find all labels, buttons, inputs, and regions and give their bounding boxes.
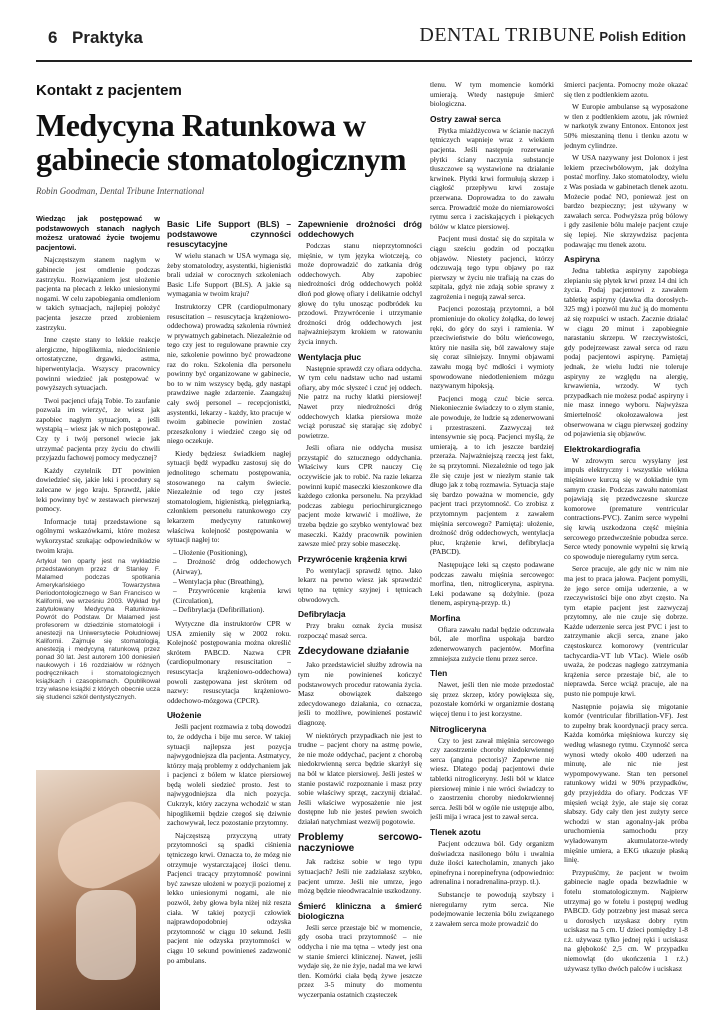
list-item: – Drożność dróg oddechowych (Airway),: [173, 557, 291, 576]
paragraph: Pacjent musi dostać się do szpitala w ciągu sześciu godzin od początku objawów. Niestety pacjenci, którzy odczuwają tego typu objawy po raz pierwszy w życiu nie trafiają na czas do szpitala, gdyż nie zdają sobie sprawy z zagrożenia i negują zawał serca.: [430, 234, 554, 301]
subheading: Wentylacja płuc: [298, 351, 362, 362]
column-2: [167, 214, 291, 1014]
masthead-title: DENTAL TRIBUNE: [419, 24, 596, 46]
header-rule: [36, 60, 692, 62]
paragraph: Kiedy będziesz świadkiem nagłej sytuacji będź wypadku zastosuj się do jednolitego schematu postępowania, stosowanego na całym świecie. Niezależnie od tego czy jesteś stomatologiem, higienistką, pielęgniarką, członkiem personelu ratunkowego czy lekarzem medycyny ratunkowej właściwa kolejność postępowania w sytuacji nagłej to:: [167, 448, 291, 545]
paragraph: Płytka miażdżycowa w ścianie naczyń tętniczych wapnieje wraz z wiekiem pacjenta. Jeśli następuje rozerwanie płytki ściany naczynia substancje tłuszczowe są wystawione na działanie krwinek. Płytki krwi formułują skrzep i ciągłość przepływu krwi zostaje przerwana. Doprowadza to do zawału serca. Prowadzić może do niemiarowości rytmu serca i zaciskających i piekących bólów w klatce piersiowej.: [430, 125, 554, 231]
paragraph: Następnie sprawdź czy ofiara oddycha. W tym celu nadstaw ucho nad ustami ofiary, aby móc słyszeć i czuć jej oddech. Nie patrz na ruchy klatki piersiowej! Nawet przy niedrożności dróg oddechowych klatka piersiowa może wciąż poruszać się starając się zdobyć powietrze.: [298, 363, 422, 440]
subheading: Aspiryna: [564, 254, 600, 265]
paragraph: tlenu. W tym momencie komórki umierają. Wtedy następuje śmierć biologiczna.: [430, 80, 554, 109]
paragraph: W Europie ambulanse są wyposażone w tlen z podtlenkiem azotu, jak również w narkotyk zwany Entonox. Entonox jest 50% mieszaniną tlenu i tlenku azotu w jednym cylindrze.: [564, 102, 688, 150]
paragraph: Podczas stanu nieprzytomności mięśnie, w tym języka wiotczeją, co może doprowadzić do zatkania dróg oddechowych. Aby zapobiec niedrożności dróg oddechowych połóż dłoń pod głowę ofiary i delikatnie odchyl głowę do tyłu unosząc podbródek ku przodowi. Przywrócenie i utrzymanie drożności dróg oddechowych jest najważniejszym krokiem w ratowaniu życia innych.: [298, 241, 422, 346]
edition-label: Polish Edition: [599, 29, 686, 44]
subheading: Ostry zawał serca: [430, 113, 501, 124]
subheading: Defibrylacja: [298, 609, 346, 620]
paragraph: śmierci pacjenta. Pomocny może okazać się tlen z podtlenkiem azotu.: [564, 80, 688, 99]
paragraph: Inne częste stany to lekkie reakcje alergiczne, hipoglikemia, niedociśnienie ortostatyczne, drgawki, astma, hiperwentylacja. Wszyscy pracownicy powinni wiedzieć jak postępować w powyższych sytuacjach.: [36, 335, 160, 393]
page-header: [36, 22, 686, 58]
paragraph: Najczęstszym stanem nagłym w gabinecie jest omdlenie podczas zastrzyku. Rozwiązaniem jest ułożenie pacjenta na plecach z lekko uniesionymi nogami. W celu zapobiegania omdleniom w takich sytuacjach, najlepiej położyć pacjenta jeszcze przed zrobieniem zastrzyku.: [36, 255, 160, 332]
photo-highlight-shape: [76, 890, 136, 980]
article-kicker: Kontakt z pacjentem: [36, 82, 182, 99]
paragraph: Twoi pacjenci ufają Tobie. To zaufanie pozwala im wierzyć, że wiesz jak zapobiec nagłym sytuacjom, a jeśli wystąpią – wiesz jak w nich postępować. Czy ty i twój personel wiecie jak utrzymać pacjenta przy życiu do chwili przyjazdu fachowej pomocy medycznej?: [36, 395, 160, 463]
list-item: – Ułożenie (Positioning),: [173, 548, 291, 558]
page-number: 6: [48, 28, 58, 47]
column-5: [564, 80, 688, 1014]
paragraph: Instruktorzy CPR (cardiopulmonary resuscitation – resuscytacja krążeniowo-oddechowa) prowadzą szkolenia również w prywatnych gabinetach. Niezależnie od tego czy jest to regulowane prawnie czy nie, szkolenie powinno być prowadzone raz do roku. Szkolenia dla personelu powinny być organizowane w gabinecie, bo to w nim wszyscy będą, gdy nastąpi prawdziwe nagłe zdarzenie. Zaangażuj cały swój personel – recepcjonistki, asystentki, lekarzy - każdy, kto pracuje w twoim gabinecie powinien zostać przeszkolony i wiedzieć czego się od niego oczekuje.: [167, 301, 291, 446]
paragraph: Substancje te powodują szybszy i nieregularny rytm serca. Nie podejmowanie leczenia bólu związanego z zawałem serca może prowadzić do: [430, 889, 554, 928]
paragraph: Pacjent odczuwa ból. Gdy organizm doświadcza nasilonego bólu i uwalnia duże ilości katecholamin, znanych jako epinefryna i norepinefryna (odpowiednio: adrenalina i noradrenalina-przyp. tł.).: [430, 838, 554, 887]
column-1: [36, 214, 160, 764]
paragraph: Jeśli ofiara nie oddycha musisz przystąpić do sztucznego oddychania. Właściwy kurs CPR nauczy Cię oczywiście jak to robić. Na razie lekarza powinni kupić maseczki kieszonkowe dla każdego członka personelu. Na przykład podczas zabiegu periochirurgicznego pacjent może krwawić i możliwe, że trzeba będzie go szybko wentylować bez maseczki. Każdy pracownik powinien zawsze mieć przy sobie maseczkę.: [298, 443, 422, 549]
article-byline: Robin Goodman, Dental Tribune International: [36, 186, 205, 196]
list-item: – Defibrylacja (Defibrillation).: [173, 605, 291, 615]
masthead: [419, 24, 686, 47]
photo-hand-shape: [46, 790, 160, 900]
paragraph: W zdrowym sercu wysyłany jest impuls elektryczny i wszystkie włókna mięśniowe kurczą się w dokładnie tym samym czasie. Podczas zawału natomiast pojawiają się przedwczesne skurcze komorowe (premature ventricular contractions-PVC). Zanim serce wypełni się krwią uszkodzona część mięśnia sercowego przedwcześnie pobudza serce. Serce wtedy ponownie wypełni się krwią co spowoduje nieregularny rytm serca.: [564, 455, 688, 561]
subheading: Zapewnienie drożności dróg oddechowych: [298, 219, 422, 239]
paragraph: W wielu stanach w USA wymaga się, żeby stomatolodzy, asystentki, higienistki brali udział w corocznych szkoleniach Basic Life Support (BLS). A jakie są wymagania w twoim kraju?: [167, 251, 291, 299]
subheading-large: Problemy sercowo-naczyniowe: [298, 832, 422, 855]
paragraph: Serce pracuje, ale gdy nic w nim nie ma jest to praca jałowa. Pacjent pomyśli, że jego serce omija uderzenie, a w rzeczywistości bije ono zbyt często. Na tym etapie pacjent jest zazwyczaj przytomny, ale nie czuje się dobrze. Każde uderzenie serca jest PVC i jest to zatrzymanie akcji serca, znane jako częstoskurcz komorowy (ventricular tachycardia-VT lub VTac). Wiele osób uważa, że podczas nagłego zatrzymania krążenia serce przestaje bić, ale to nieprawda. Serce wciąż pracuje, ale na pusto nie pompuje krwi.: [564, 564, 688, 699]
list-item: – Przywrócenie krążenia krwi (Circulation),: [173, 586, 291, 605]
paragraph: Każdy czytelnik DT powinien dowiedzieć się, jakie leki i procedury są zalecane w jego kraju. Sprawdź, jakie leki powinny być w zestawach pierwszej pomocy.: [36, 465, 160, 514]
paragraph: Ofiara zawału nadal będzie odczuwała ból, ale morfina uspokaja bardzo zdenerwowanych pacjentów. Morfina zmniejsza zużycie tlenu przez serce.: [430, 624, 554, 663]
subheading: Przywrócenie krążenia krwi: [298, 553, 407, 564]
paragraph: Czy to jest zawał mięśnia sercowego czy zaostrzenie choroby niedokrwiennej serca (angina pectoris)? Zapewne nie wiesz. Dlatego podaj pacjentowi dwie tabletki nitrogliceryny. Jeśli ból w klatce piersiowej minie i nie wróci świadczy to o zaostrzeniu choroby niedokrwiennej serca. Jeśli ból w ogóle nie ustępuje albo, jeśli mija i wraca jest to zawał serca.: [430, 735, 554, 822]
paragraph: Następnie pojawia się migotanie komór (ventricular fibrillation-VF). Jest to zupełny brak koordynacji pracy serca. Każda komórka mięśniowa kurczy się według własnego rytmu. Czynność serca wynosi wtedy około 400 uderzeń na minutę, ale nic nie jest wypompowywane. Stan ten personel ratunkowy widzi w 90% przypadków, gdy przyjeżdża do ofiary. Podczas VF mięsień wciąż żyje, ale staje się coraz słabszy. Gdy cały tlen jest zużyty serce wchodzi w stan agonalny-jak próba uruchomienia samochodu przy wyładowanym akumulatorze-wtedy mięśnie umiera, a EKG ukazuje płaską linię.: [564, 701, 688, 865]
paragraph: Wytyczne dla instruktorów CPR w USA zmieniły się w 2002 roku. Kolejność postępowania można określić skrótem PABCD. Nazwa CPR (cardiopulmonary resuscitation – resuscytacja krążeniowo-oddechowa) powoli zastępowana jest skrótem od nazwy: resuscytacja krążeniowo-oddechowo-mózgowa (CPCR).: [167, 618, 291, 705]
procedure-list: [167, 548, 291, 615]
list-item: – Wentylacja płuc (Breathing),: [173, 577, 291, 587]
paragraph: Nawet, jeśli tlen nie może przedostać się przez skrzep, który powiększa się, pozostałe komórki w organizmie dostaną więcej tlenu i to jest korzystne.: [430, 680, 554, 719]
paragraph: Jeśli pacjent rozmawia z tobą dowodzi to, że oddycha i bije mu serce. W takiej sytuacji najlepsza jest pozycja najwygodniejsza dla pacjenta. Astmatycy, którzy mają problemy z oddychaniem jak i pacjenci z bólem w klatce piersiowej będą woleli siedzieć prosto. Jest to najwygodniejsza dla nich pozycja. Cukrzyk, który zaczyna wchodzić w stan hipoglikemii będzie czegoś się dziwnie zachowywał, lecz pozostanie przytomny.: [167, 722, 291, 828]
paragraph: Jako przedstawiciel służby zdrowia na tym nie powinieneś kończyć podstawowych procedur ratowania życia. Masz obowiązek dalszego zdecydowanego działania, co oznacza, jeśli to możliwe, powinieneś postawić diagnozę.: [298, 660, 422, 727]
paragraph: Informacje tutaj przedstawione są ogólnymi wskazówkami, które możesz wykorzystać szukając odpowiedników w twoim kraju.: [36, 516, 160, 555]
article-title: Medycyna Ratunkowa w gabinecie stomatologicznym: [36, 107, 407, 177]
subheading: Tlen: [430, 668, 448, 679]
paragraph: Pacjenci pozostają przytomni, a ból promieniuje do okolicy żołądka, do lewej ręki, do góry do szyi i ramienia. W przeciwieństwie do bólu wieńcowego, który nie nasila się, ból zawałowy staje się coraz silniejszy. Innymi objawami zawału mogą być mdłości i wymioty spowodowane niedotlenieniem mózgu nazywanym hipoksją.: [430, 304, 554, 391]
section-name: Praktyka: [72, 28, 143, 47]
dental-photo: [36, 770, 160, 1010]
paragraph: Najczęstszą przyczyną utraty przytomności są spadki ciśnienia tętniczego krwi. Oznacza to, że mózg nie otrzymuje wystarczającej ilości tlenu. Pacjenci tracący przytomność powinni być zawsze ułożeni w pozycji poziomej z lekko uniesionymi nogami, ale nie pozwól, żeby głowa była niżej niż reszta ciała. W takiej pozycji człowiek najprawdopodobniej odzyska przytomność w ciągu 10 sekund. Jeśli pacjent nie odzyska przytomności w ciągu 10 sekund powinieneś zadzwonić po ambulans.: [167, 830, 291, 965]
paragraph: Następujące leki są często podawane podczas zawału mięśnia sercowego: morfina, tlen, nitrogliceryna, aspiryna. Leki podawane są dożylnie. (poza tlenem, aspiryną-przyp. tł.): [430, 559, 554, 608]
subheading: Nitrogliceryna: [430, 723, 487, 734]
column-3: [298, 214, 422, 1014]
subheading: Basic Life Support (BLS) – podstawowe czynności resuscytacyjne: [167, 219, 291, 249]
column-4: [430, 80, 554, 1014]
subheading: Śmierć kliniczna a śmierć biologiczna: [298, 900, 422, 921]
subheading: Elektrokardiografia: [564, 443, 641, 454]
paragraph: W niektórych przypadkach nie jest to trudne – pacjent chory na astmę powie, że nie może oddychać, pacjent z chorobą niedokrwienną serca będzie skarżył się na ból w klatce piersiowej. Jeśli jesteś w stanie postawić rozpoznanie i masz przy sobie właściwy sprzęt, zaczynij działać. Jeśli właściwe wyposażenie nie jest dostępne lub nie jesteś pewien swoich działań natychmiast wezwij pogotowie.: [298, 730, 422, 826]
article-lead: Wiedząc jak postępować w podstawowych stanach nagłych możesz uratować życie twojemu pacjentowi.: [36, 214, 160, 252]
subheading: Ułożenie: [167, 710, 202, 721]
paragraph: Jedna tabletka aspiryny zapobiega zlepianiu się płytek krwi przez 14 dni ich życia. Podaj pacjentowi z zawałem tabletkę aspiryny (dawka dla dorosłych-325 mg) i pozwól mu żuć ją do momentu aż się rozpuści w ustach. Zacznie działać w ciągu 20 minut i zapobiegnie narastaniu skrzepu. W rzeczywistości, gdy podejrzewasz zawał serca od razu podaj pacjentowi aspirynę. Pamiętaj jednak, że wielu ludzi nie toleruje aspiryny ze względu na alergię, krwawienia, wrzody. W tych przypadkach nie możesz podać aspiryny i nie masz innego wyboru. Najwyższa śmiertelność okołozawałowa jest obserwowana w ciągu pierwszej godziny od pojawienia się objawów.: [564, 266, 688, 439]
paragraph: Jeśli serce przestaje bić w momencie, gdy osoba traci przytomność – nie oddycha i nie ma tętna – wtedy jest ona w stanie śmierci klinicznej. Nawet, jeśli wydaje się, że nie żyje, nadal ma we krwi tlen. Komórki ciała będą żywe jeszcze przez 3-5 minuty do momentu wyczerpania ostatnich cząsteczek: [298, 922, 422, 999]
paragraph: Jak radzisz sobie w tego typu sytuacjach? Jeśli nie zadziałasz szybko, pacjent umrze. Jeśli nie umrze, jego mózg będzie nieodwracalnie uszkodzony.: [298, 857, 422, 896]
paragraph: W USA nazywany jest Dolonox i jest lekiem przeciwbólowym, jak dożylna postać morfiny. Jako stomatolodzy, wielu z Was posiada w gabinetach tlenek azotu. Możecie podać NO, ponieważ jest on bardzo bezpieczny; jest używany w zawałach serca. Podwyższa próg bólowy i gdy zasilenie bólu maleje pacjent czuje się lepiej. Nie skrzywdzisz pacjenta podawając mu tlenek azotu.: [564, 153, 688, 249]
subheading: Morfina: [430, 612, 461, 623]
subheading: Tlenek azotu: [430, 826, 481, 837]
paragraph: Przypuśćmy, że pacjent w twoim gabinecie nagle opada bezwładnie w fotelu stomatologicznym. Najpierw utrzymaj go w fotelu i postępuj według PABCD. Gdy potrzebny jest masaż serca u dorosłych uzyskasz dobry rytm uciskasz na 5 cm. U dzieci pomiędzy 1-8 r.ż. używasz tylko jednej ręki i uciskasz na głębokość 2,5 cm. W przypadku niemowląt (do ukończenia 1 r.ż.) używasz tylko dwóch palców i uciskasz: [564, 867, 688, 973]
paragraph: Pacjenci mogą czuć bicie serca. Niekoniecznie świadczy to o złym stanie, ale powoduje, że ludzie są zdenerwowani i przestraszeni. Zazwyczaj też intensywnie się pocą. Pacjenci myślą, że umierają, a to ich jeszcze bardziej przeraża. Najważniejszą rzeczą jest fakt, że są przytomni. Niezależnie od tego jak źle się czuje jest w niezłym stanie tak długo jak z tobą rozmawia. Sytuacja staje się bardzo poważna w momencie, gdy pacjent traci przytomność. Co zrobisz z przytomnym pacjentem z zawałem mięśnia sercowego? Pamiętaj: ułożenie, drożność dróg oddechowych, wentylacja płuc, krążenie krwi, defibrylacja (PABCD).: [430, 393, 554, 557]
paragraph: Przy braku oznak życia musisz rozpocząć masaż serca.: [298, 621, 422, 640]
subheading-large: Zdecydowane działanie: [298, 646, 410, 658]
paragraph: Po wentylacji sprawdź tętno. Jako lekarz na pewno wiesz jak sprawdzić tętno na tętnicy szyjnej i tętnicach obwodowych.: [298, 565, 422, 604]
author-note: Artykuł ten oparty jest na wykładzie przedstawionym przez dr Stanley F. Malamed podczas spotkania Amerykańskiego Towarzystwa Periodontologicznego w San Francisco w Kalifornii, we wrześniu 2003. Wykład był zatytułowany Medycyna Ratunkowa-Powrót do Podstaw. Dr Malamed jest profesorem w dziedzinie stomatologii i anestezji na Uniwersytecie Południowej Kalifornii. Zajmuje się stomatologią, anestezją i medycyną ratunkową przez ponad 30 lat. Jest autorem 100 doniesień naukowych i 16 rozdziałów w różnych podręcznikach i stomatologicznych książkach i czasopismach. Opublikował trzy własne książki z których obecnie ucza się studenci szkół dentystycznych.: [36, 558, 160, 702]
